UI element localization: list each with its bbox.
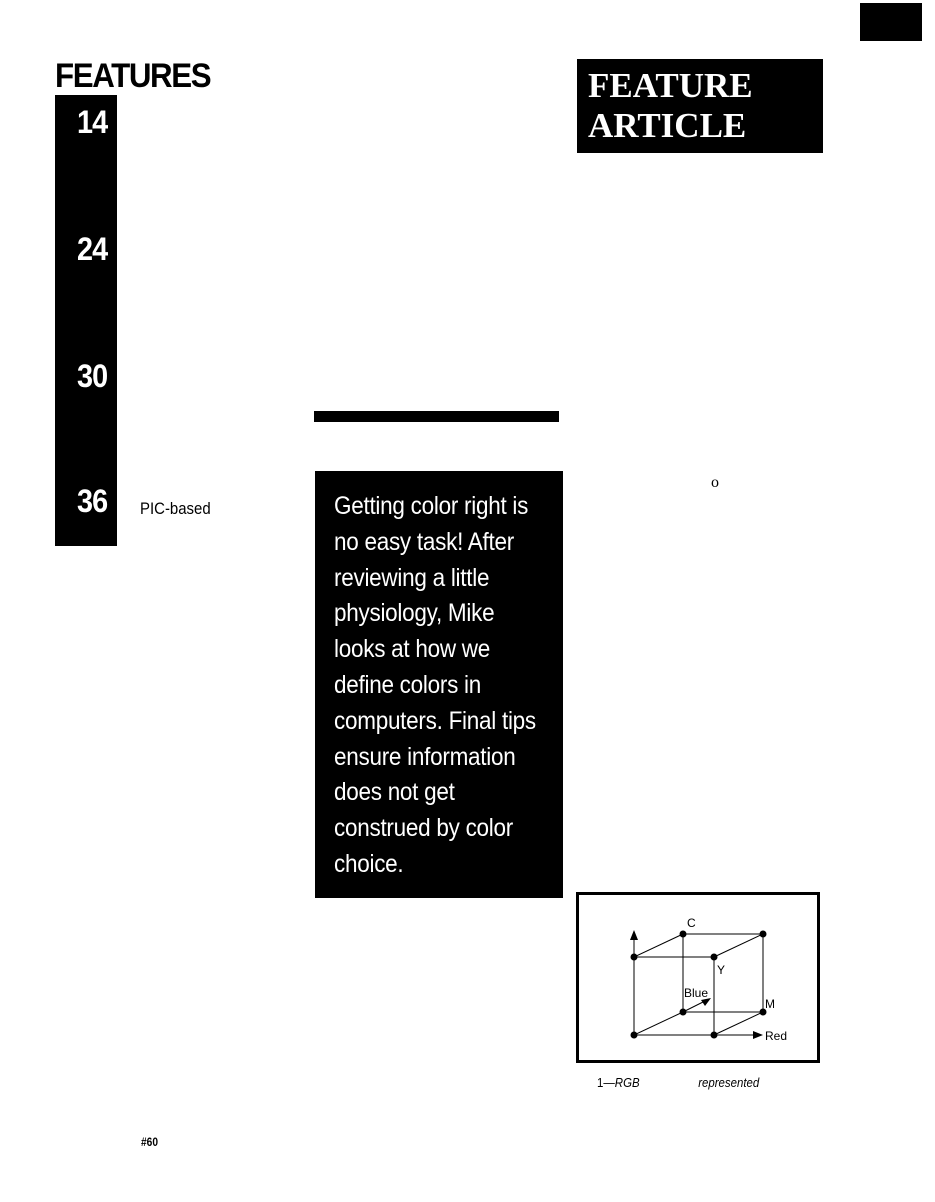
label-red: Red <box>765 1029 788 1043</box>
page-number-30[interactable]: 30 <box>77 358 108 394</box>
cube-vertex <box>631 1032 638 1039</box>
corner-tab <box>860 3 922 41</box>
axis-arrow-red <box>753 1031 763 1039</box>
banner-line-2: ARTICLE <box>588 106 747 145</box>
cube-vertex <box>680 1009 687 1016</box>
rgb-cube-diagram <box>579 895 817 1060</box>
caption-represented: represented <box>698 1075 760 1090</box>
divider-bar <box>314 411 559 422</box>
stray-letter: o <box>711 474 719 491</box>
rgb-cube-figure <box>576 892 820 1063</box>
cube-edge <box>714 934 763 957</box>
cube-vertex <box>760 931 767 938</box>
caption-rgb: RGB <box>614 1075 640 1090</box>
label-blue: Blue <box>684 986 709 1000</box>
feature-article-banner <box>577 59 823 153</box>
cube-edge <box>634 934 683 957</box>
cube-vertex <box>631 954 638 961</box>
issue-number: #60 <box>141 1135 159 1149</box>
label-y: Y <box>717 963 726 977</box>
axis-arrow-up <box>630 930 638 940</box>
cube-edge <box>634 1012 683 1035</box>
cube-vertex <box>711 954 718 961</box>
page-number-36[interactable]: 36 <box>77 483 108 519</box>
features-heading: FEATURES <box>55 57 211 95</box>
label-m: M <box>765 997 775 1011</box>
cube-vertex <box>680 931 687 938</box>
blue-axis <box>683 1001 705 1012</box>
page-number-24[interactable]: 24 <box>77 231 108 267</box>
caption-number: 1— <box>597 1075 615 1090</box>
cube-edge <box>714 1012 763 1035</box>
page-number-14[interactable]: 14 <box>77 104 108 140</box>
label-c: C <box>687 916 696 930</box>
banner-line-1: FEATURE <box>588 66 753 105</box>
figure-caption <box>597 1075 760 1090</box>
teaser-text: Getting color right is no easy task! After reviewing a little physiology, Mike looks at how we define colors in computers. Final tips ensure information does not get construed by color choice. <box>334 492 536 878</box>
page-number-column <box>55 98 117 546</box>
cube-vertex <box>711 1032 718 1039</box>
teaser-box <box>315 471 563 898</box>
article-36-snippet: PIC-based <box>140 499 211 518</box>
